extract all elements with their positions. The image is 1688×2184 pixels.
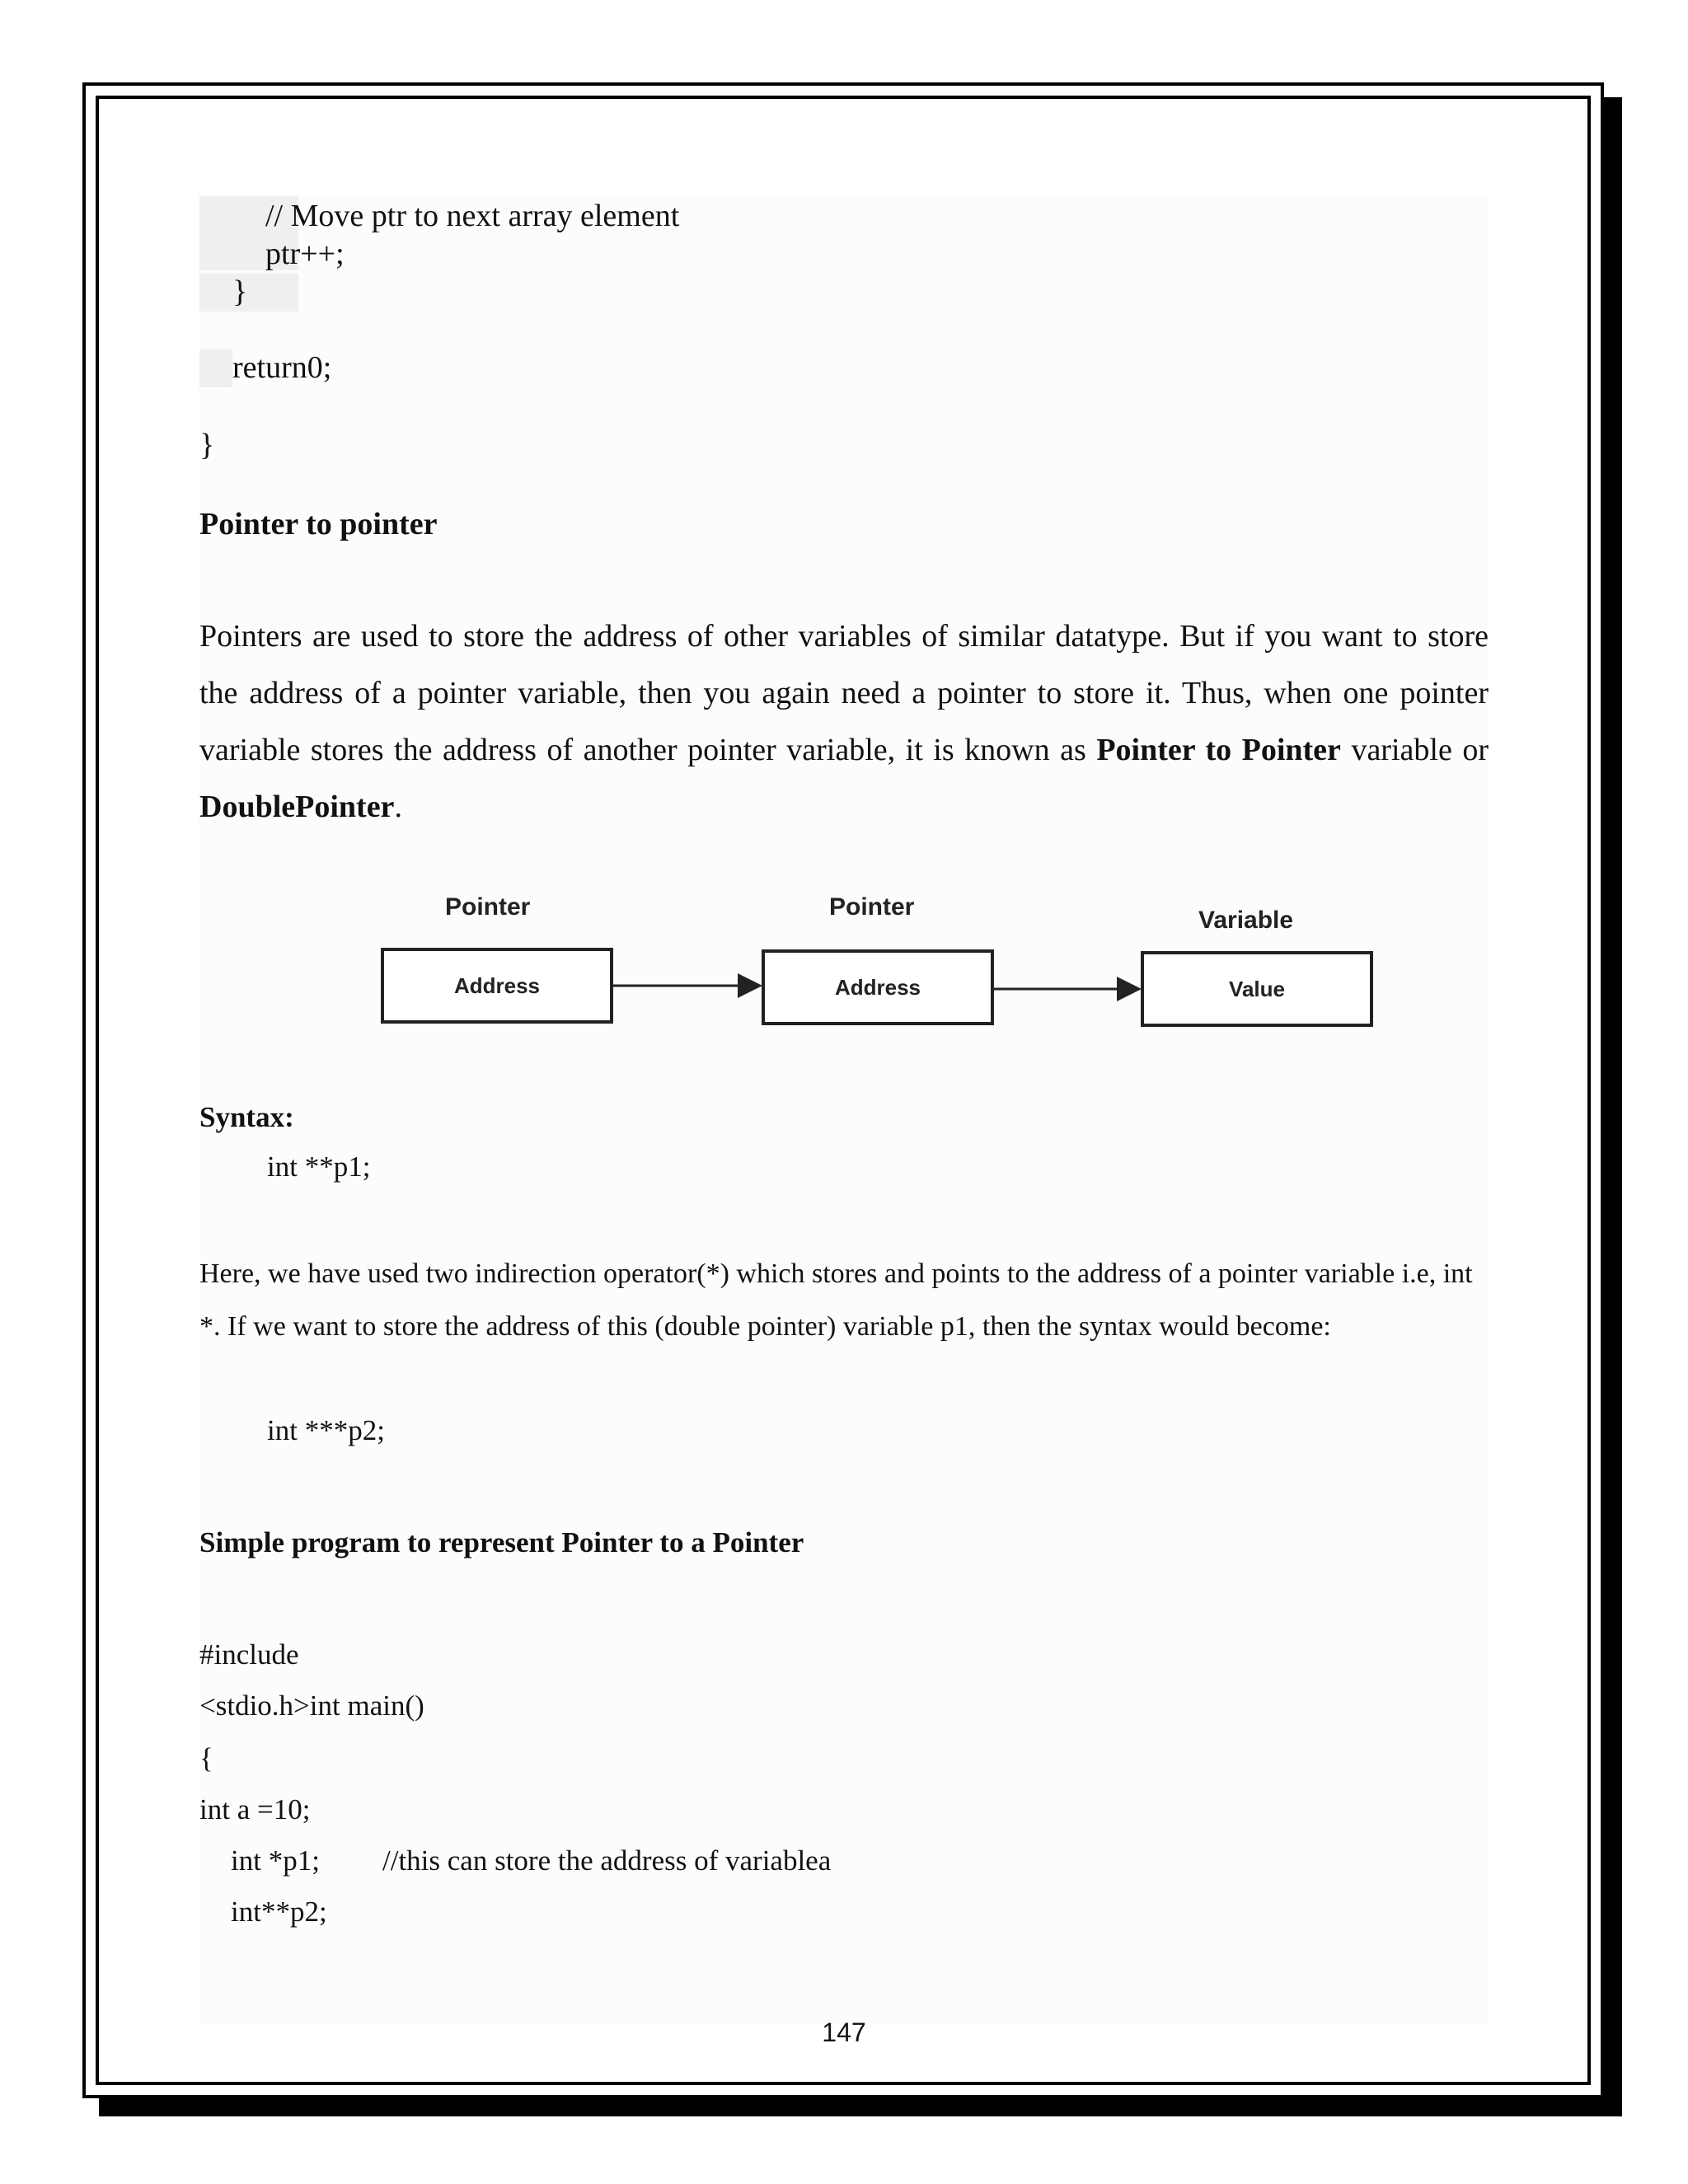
diagram-label-pointer-1: Pointer <box>445 893 531 921</box>
program-line-main: <stdio.h>int main() <box>199 1690 424 1722</box>
explain-paragraph: Here, we have used two indirection operator(*) which stores and points to the address of a pointer variable i.e, int *. If we want to store the address of this (double pointer) variable p1, then the syntax would become: <box>199 1258 1473 1342</box>
program-heading: Simple program to represent Pointer to a Pointer <box>199 1526 804 1558</box>
diagram-label-pointer-2: Pointer <box>829 893 915 921</box>
code-comment-move-ptr: // Move ptr to next array element <box>265 199 680 233</box>
para-bold-pointer-to-pointer: Pointer to Pointer <box>1096 733 1341 767</box>
para-bold-doublepointer: DoublePointer <box>199 790 395 824</box>
explain-code: int ***p2; <box>267 1414 385 1446</box>
code-highlight <box>199 274 298 312</box>
code-ptr-increment: ptr++; <box>265 237 345 271</box>
program-line-int-p2: int**p2; <box>231 1896 327 1928</box>
para-end: . <box>394 790 402 824</box>
section-heading: Pointer to pointer <box>199 507 438 541</box>
program-line-int-a: int a =10; <box>199 1793 311 1825</box>
para-mid: variable or <box>1340 733 1489 767</box>
para-text: Pointers are used to store the address of other variables of similar datatype. But if you want to store the address of a pointer variable, then you again need a pointer to store it. Thus, when one pointer variable stores the address of another pointer variable, it is known as <box>199 619 1489 767</box>
code-close-brace-main: } <box>199 428 215 462</box>
program-line-include: #include <box>199 1638 299 1671</box>
diagram-box-address-2: Address <box>762 949 994 1025</box>
syntax-label: Syntax: <box>199 1101 294 1133</box>
content-area <box>199 194 1489 2024</box>
syntax-code: int **p1; <box>267 1151 371 1183</box>
pointer-paragraph <box>199 608 1489 836</box>
program-line-comment: //this can store the address of variablea <box>382 1844 832 1877</box>
diagram-label-variable: Variable <box>1198 907 1294 934</box>
diagram-box-value: Value <box>1141 951 1373 1027</box>
code-close-brace-loop: } <box>232 274 248 309</box>
code-return: return0; <box>232 350 332 385</box>
pointer-diagram <box>363 874 1385 1038</box>
diagram-arrows <box>363 874 1385 1038</box>
diagram-box-address-1: Address <box>381 948 613 1024</box>
page-number: 147 <box>822 2018 866 2047</box>
program-line-int-p1: int *p1; <box>231 1844 320 1877</box>
code-highlight <box>199 349 232 387</box>
program-line-open-brace: { <box>199 1742 213 1774</box>
